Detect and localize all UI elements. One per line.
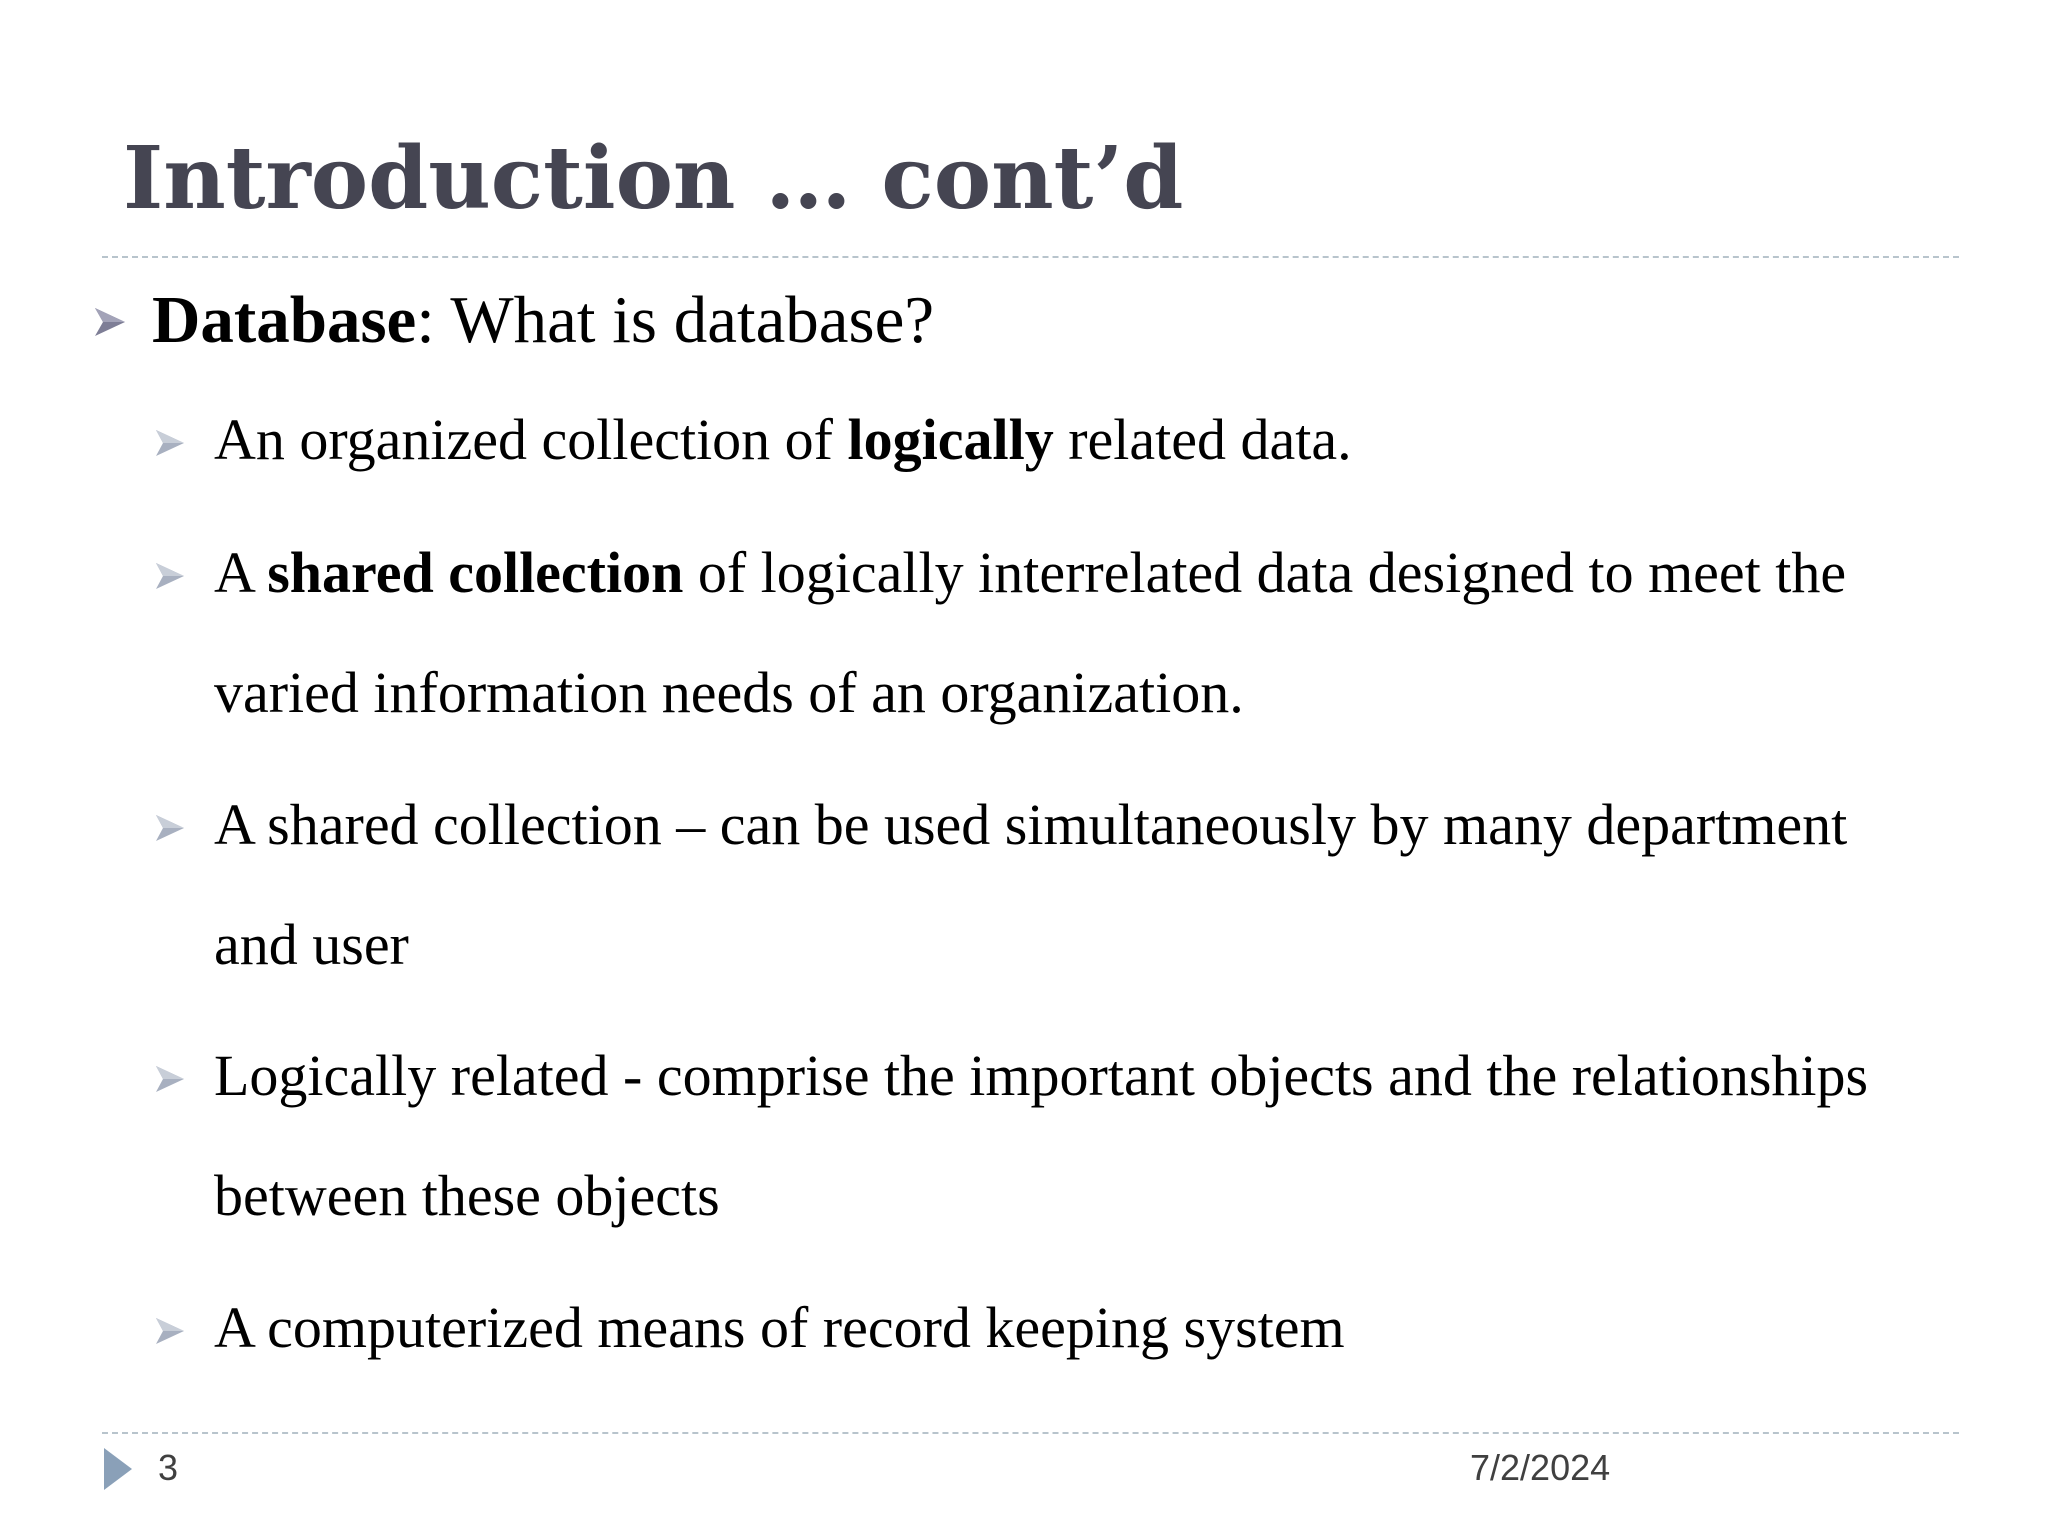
slide-title: Introduction … cont’d xyxy=(123,128,1184,229)
sub-bullet-text: A shared collection – can be used simultaneously by many department and user xyxy=(214,792,1848,977)
arrow-bullet-icon xyxy=(94,307,126,337)
sub-bullet-3 xyxy=(214,765,1934,1005)
sub-bullet-text-after: of logically interrelated data designed to meet the varied information needs of an organization. xyxy=(214,540,1847,725)
play-icon xyxy=(104,1448,132,1490)
arrow-bullet-icon xyxy=(155,562,185,590)
top-divider xyxy=(102,256,1959,258)
main-bullet-term: Database xyxy=(152,283,417,357)
sub-bullet-1 xyxy=(214,380,1934,500)
slide-date: 7/2/2024 xyxy=(1470,1447,1611,1488)
sub-bullet-text: A xyxy=(214,540,268,605)
slide-number: 3 xyxy=(158,1447,179,1488)
sub-bullet-text: Logically related - comprise the important objects and the relationships between these objects xyxy=(214,1043,1869,1228)
arrow-bullet-icon xyxy=(155,429,185,457)
main-bullet-text: : What is database? xyxy=(416,283,935,357)
main-bullet xyxy=(152,280,934,360)
arrow-bullet-icon xyxy=(155,1317,185,1345)
sub-bullet-bold: shared collection xyxy=(267,540,684,605)
sub-bullet-5 xyxy=(214,1268,1934,1388)
bottom-divider xyxy=(102,1432,1959,1434)
sub-bullet-text: A computerized means of record keeping system xyxy=(214,1295,1345,1360)
arrow-bullet-icon xyxy=(155,1065,185,1093)
sub-bullet-text-after: related data. xyxy=(1053,407,1352,472)
sub-bullet-text: An organized collection of xyxy=(214,407,848,472)
sub-bullet-bold: logically xyxy=(847,407,1054,472)
arrow-bullet-icon xyxy=(155,814,185,842)
sub-bullet-2 xyxy=(214,513,1934,753)
sub-bullet-4 xyxy=(214,1016,1934,1256)
